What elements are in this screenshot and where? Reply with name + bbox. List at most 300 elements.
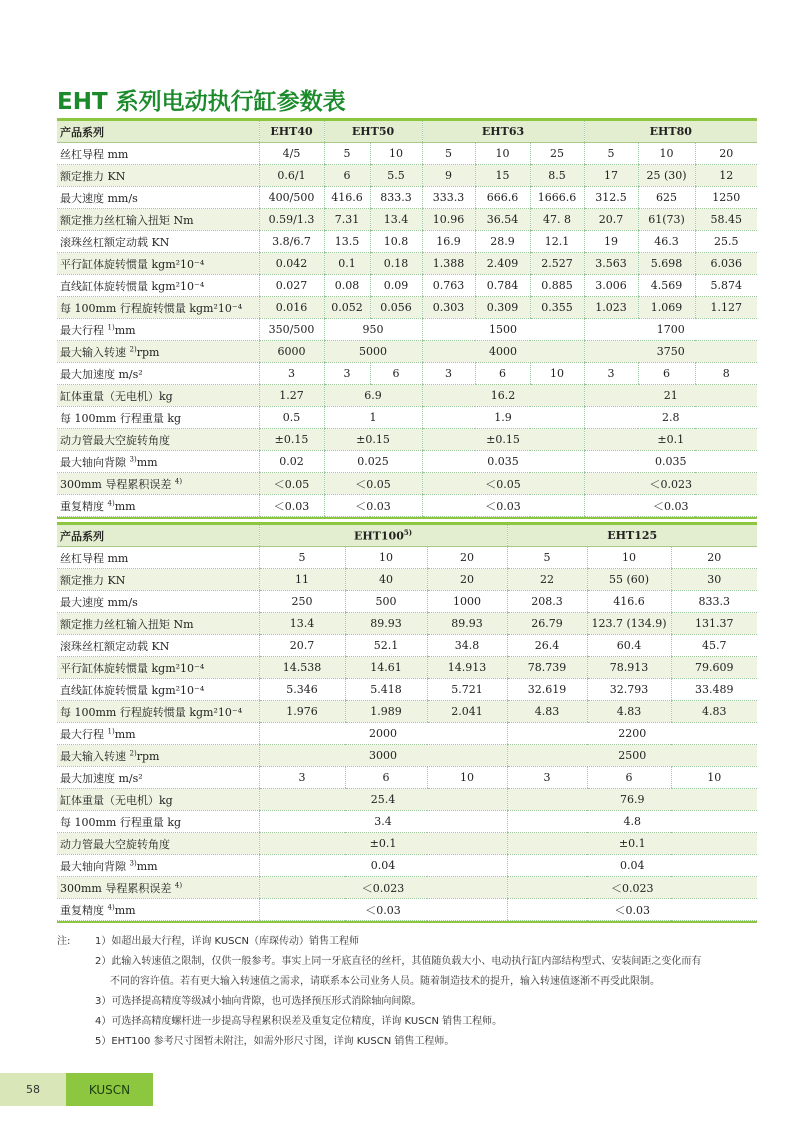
value-cell: 0.303 (422, 297, 475, 319)
row-label-text: 直线缸体旋转惯量 kgm²10⁻⁴ (60, 683, 205, 697)
value-cell: 950 (324, 319, 422, 341)
row-label (57, 635, 259, 657)
value-cell: 78.739 (507, 657, 587, 679)
row-label (57, 547, 259, 569)
row-label (57, 877, 259, 899)
row-label-text: 额定推力 KN (60, 573, 126, 587)
row-label-text: 每 100mm 行程旋转惯量 kgm²10⁻⁴ (60, 301, 243, 315)
value-cell: 0.1 (324, 253, 370, 275)
row-label-text: 300mm 导程累积误差 (60, 881, 172, 895)
value-cell: 250 (259, 591, 345, 613)
row-label (57, 363, 259, 385)
value-cell: 60.4 (587, 635, 671, 657)
value-cell: 32.619 (507, 679, 587, 701)
value-cell: 3 (422, 363, 475, 385)
row-label-text: 每 100mm 行程重量 kg (60, 411, 182, 425)
value-cell: 16.2 (422, 385, 584, 407)
value-cell: 6 (638, 363, 695, 385)
value-cell: 1.9 (422, 407, 584, 429)
value-cell: 14.913 (427, 657, 507, 679)
value-cell: 416.6 (324, 187, 370, 209)
footnote-mark: 5) (403, 528, 413, 538)
row-label (57, 591, 259, 613)
row-label (57, 209, 259, 231)
table-row (57, 231, 757, 253)
value-cell: 0.18 (370, 253, 422, 275)
value-cell: 1.976 (259, 701, 345, 723)
row-unit: mm (114, 727, 136, 741)
header-label: 产品系列 (57, 525, 259, 547)
row-label-text: 动力管最大空旋转角度 (60, 837, 170, 851)
row-label-text: 平行缸体旋转惯量 kgm²10⁻⁴ (60, 257, 205, 271)
row-label-text: 动力管最大空旋转角度 (60, 433, 170, 447)
value-cell: 4000 (422, 341, 584, 363)
value-cell: ±0.1 (259, 833, 507, 855)
row-label-text: 丝杠导程 mm (60, 147, 129, 161)
row-label (57, 745, 259, 767)
row-label-text: 直线缸体旋转惯量 kgm²10⁻⁴ (60, 279, 205, 293)
value-cell: 833.3 (370, 187, 422, 209)
value-cell: 76.9 (507, 789, 757, 811)
table-row (57, 165, 757, 187)
table-row (57, 613, 757, 635)
value-cell: 12.1 (530, 231, 584, 253)
bar-cell (57, 517, 757, 520)
value-cell: 0.309 (475, 297, 530, 319)
value-cell: 25.4 (259, 789, 507, 811)
row-label (57, 789, 259, 811)
table-row (57, 143, 757, 165)
value-cell: 12 (695, 165, 757, 187)
value-cell: 312.5 (584, 187, 638, 209)
row-label (57, 833, 259, 855)
value-cell: 0.027 (259, 275, 324, 297)
row-label-text: 300mm 导程累积误差 (60, 477, 172, 491)
value-cell: ±0.1 (584, 429, 757, 451)
value-cell: 0.056 (370, 297, 422, 319)
value-cell: 1500 (422, 319, 584, 341)
table-row (57, 451, 757, 473)
value-cell: 0.04 (507, 855, 757, 877)
table-bottom-bar (57, 517, 757, 520)
value-cell: 2000 (259, 723, 507, 745)
value-cell: 10.8 (370, 231, 422, 253)
table-row (57, 473, 757, 495)
value-cell: 22 (507, 569, 587, 591)
row-label (57, 253, 259, 275)
value-cell: 8.5 (530, 165, 584, 187)
series-header: EHT50 (324, 121, 422, 143)
row-label (57, 495, 259, 517)
value-cell: 0.04 (259, 855, 507, 877)
table-row (57, 275, 757, 297)
series-name: EHT100 (353, 529, 404, 543)
value-cell: 32.793 (587, 679, 671, 701)
row-label (57, 297, 259, 319)
value-cell: 5 (259, 547, 345, 569)
value-cell: 8 (695, 363, 757, 385)
value-cell: 1700 (584, 319, 757, 341)
value-cell: 20.7 (584, 209, 638, 231)
value-cell: 13.5 (324, 231, 370, 253)
value-cell: 333.3 (422, 187, 475, 209)
value-cell: 3 (324, 363, 370, 385)
row-unit: mm (114, 499, 136, 513)
value-cell: 5 (324, 143, 370, 165)
table-row (57, 789, 757, 811)
table-row (57, 547, 757, 569)
value-cell: 3750 (584, 341, 757, 363)
header-label: 产品系列 (57, 121, 259, 143)
value-cell: 0.6/1 (259, 165, 324, 187)
row-label-text: 重复精度 (60, 499, 104, 513)
row-label-text: 丝杠导程 mm (60, 551, 129, 565)
value-cell: 5.5 (370, 165, 422, 187)
value-cell: 14.538 (259, 657, 345, 679)
row-label (57, 143, 259, 165)
value-cell: 3.8/6.7 (259, 231, 324, 253)
row-label (57, 811, 259, 833)
row-label-text: 最大输入转速 (60, 749, 126, 763)
row-label-text: 滚珠丝杠额定动载 KN (60, 639, 170, 653)
value-cell: 1.989 (345, 701, 427, 723)
value-cell: 1.127 (695, 297, 757, 319)
value-cell: ＜0.05 (259, 473, 324, 495)
value-cell: 1.27 (259, 385, 324, 407)
value-cell: 4.8 (507, 811, 757, 833)
value-cell: 20.7 (259, 635, 345, 657)
footnote-mark: 2) (129, 748, 137, 757)
value-cell: ＜0.03 (507, 899, 757, 921)
table-row (57, 591, 757, 613)
value-cell: 20 (427, 569, 507, 591)
value-cell: 79.609 (671, 657, 757, 679)
row-label (57, 407, 259, 429)
series-header (259, 525, 507, 547)
value-cell: 4.569 (638, 275, 695, 297)
table-row (57, 679, 757, 701)
spec-table-eht40-80 (57, 118, 757, 519)
value-cell: 0.035 (422, 451, 584, 473)
value-cell: 0.025 (324, 451, 422, 473)
value-cell: 0.09 (370, 275, 422, 297)
table-row (57, 635, 757, 657)
table-bottom-bar (57, 921, 757, 924)
table-row (57, 385, 757, 407)
value-cell: 833.3 (671, 591, 757, 613)
row-unit: rpm (136, 749, 160, 763)
value-cell: 2.527 (530, 253, 584, 275)
value-cell: 5 (422, 143, 475, 165)
value-cell: 89.93 (427, 613, 507, 635)
value-cell: 123.7 (134.9) (587, 613, 671, 635)
value-cell: 25 (30) (638, 165, 695, 187)
row-label-text: 最大加速度 m/s² (60, 771, 143, 785)
row-label (57, 569, 259, 591)
value-cell: 10 (427, 767, 507, 789)
value-cell: 2200 (507, 723, 757, 745)
value-cell: 3 (259, 767, 345, 789)
value-cell: 55 (60) (587, 569, 671, 591)
value-cell: 26.79 (507, 613, 587, 635)
value-cell: 10 (587, 547, 671, 569)
value-cell: 61(73) (638, 209, 695, 231)
note-item: 1）如超出最大行程，详询 KUSCN（库琛传动）销售工程师 (95, 936, 359, 947)
footnote-mark: 1) (107, 322, 115, 331)
value-cell: 3 (259, 363, 324, 385)
value-cell: 46.3 (638, 231, 695, 253)
value-cell: 10 (475, 143, 530, 165)
value-cell: ±0.15 (324, 429, 422, 451)
value-cell: 17 (584, 165, 638, 187)
value-cell: 26.4 (507, 635, 587, 657)
value-cell: 5000 (324, 341, 422, 363)
notes-prefix: 注: (57, 936, 71, 947)
table-row (57, 657, 757, 679)
row-label-text: 最大速度 mm/s (60, 191, 138, 205)
value-cell: 15 (475, 165, 530, 187)
value-cell: 6 (587, 767, 671, 789)
value-cell: 20 (695, 143, 757, 165)
page-number: 58 (0, 1073, 66, 1106)
row-label (57, 701, 259, 723)
row-label-text: 额定推力 KN (60, 169, 126, 183)
value-cell: 3000 (259, 745, 507, 767)
row-label (57, 385, 259, 407)
value-cell: 5.418 (345, 679, 427, 701)
row-label (57, 451, 259, 473)
row-label-text: 每 100mm 行程旋转惯量 kgm²10⁻⁴ (60, 705, 243, 719)
value-cell: 10 (530, 363, 584, 385)
row-label-text: 缸体重量（无电机）kg (60, 793, 173, 807)
row-label-text: 最大轴向背隙 (60, 455, 126, 469)
value-cell: 4/5 (259, 143, 324, 165)
value-cell: 5 (507, 547, 587, 569)
value-cell: 3 (507, 767, 587, 789)
table-row (57, 855, 757, 877)
value-cell: ＜0.03 (324, 495, 422, 517)
value-cell: 10 (638, 143, 695, 165)
series-header (507, 525, 757, 547)
value-cell: 89.93 (345, 613, 427, 635)
value-cell: 208.3 (507, 591, 587, 613)
value-cell: 666.6 (475, 187, 530, 209)
row-label-text: 额定推力丝杠输入扭矩 Nm (60, 213, 194, 227)
table-header-row (57, 121, 757, 143)
value-cell: 625 (638, 187, 695, 209)
value-cell: 33.489 (671, 679, 757, 701)
table-row (57, 723, 757, 745)
value-cell: ＜0.023 (507, 877, 757, 899)
row-label (57, 899, 259, 921)
value-cell: 0.035 (584, 451, 757, 473)
value-cell: 19 (584, 231, 638, 253)
footnote-mark: 3) (129, 858, 137, 867)
value-cell: ±0.1 (507, 833, 757, 855)
value-cell: 4.83 (671, 701, 757, 723)
value-cell: ＜0.05 (422, 473, 584, 495)
table-row (57, 745, 757, 767)
row-label-text: 重复精度 (60, 903, 104, 917)
value-cell: 1.023 (584, 297, 638, 319)
value-cell: 10 (671, 767, 757, 789)
table-row (57, 877, 757, 899)
value-cell: ＜0.05 (324, 473, 422, 495)
row-label (57, 657, 259, 679)
value-cell: 34.8 (427, 635, 507, 657)
value-cell: 0.016 (259, 297, 324, 319)
value-cell: 6.036 (695, 253, 757, 275)
table-row (57, 811, 757, 833)
table-row (57, 767, 757, 789)
value-cell: 52.1 (345, 635, 427, 657)
value-cell: 6 (345, 767, 427, 789)
value-cell: 20 (427, 547, 507, 569)
table-row (57, 429, 757, 451)
value-cell: 6 (370, 363, 422, 385)
row-label-text: 最大速度 mm/s (60, 595, 138, 609)
value-cell: 2.041 (427, 701, 507, 723)
value-cell: ＜0.03 (259, 495, 324, 517)
table-row (57, 701, 757, 723)
table-row (57, 341, 757, 363)
note-item: 5）EHT100 参考尺寸图暂未附注，如需外形尺寸图，详询 KUSCN 销售工程师。 (95, 1036, 455, 1047)
value-cell: 78.913 (587, 657, 671, 679)
value-cell: 0.02 (259, 451, 324, 473)
value-cell: ＜0.023 (584, 473, 757, 495)
value-cell: 9 (422, 165, 475, 187)
table-row (57, 899, 757, 921)
value-cell: 47. 8 (530, 209, 584, 231)
value-cell: 0.355 (530, 297, 584, 319)
series-header: EHT40 (259, 121, 324, 143)
footnote-mark: 1) (107, 726, 115, 735)
series-name: EHT125 (607, 529, 658, 542)
row-label (57, 319, 259, 341)
value-cell: 3.563 (584, 253, 638, 275)
series-header: EHT80 (584, 121, 757, 143)
table-row (57, 209, 757, 231)
note-item: 3）可选择提高精度等级减小轴向背隙，也可选择预压形式消除轴向间隙。 (95, 996, 422, 1007)
footnote-mark: 4) (107, 498, 115, 507)
value-cell: 20 (671, 547, 757, 569)
value-cell: 1250 (695, 187, 757, 209)
row-label (57, 679, 259, 701)
row-label-text: 最大轴向背隙 (60, 859, 126, 873)
footnote-mark: 2) (129, 344, 137, 353)
value-cell: 25 (530, 143, 584, 165)
value-cell: 3.006 (584, 275, 638, 297)
value-cell: 0.763 (422, 275, 475, 297)
value-cell: 1.069 (638, 297, 695, 319)
row-label-text: 最大加速度 m/s² (60, 367, 143, 381)
value-cell: 10.96 (422, 209, 475, 231)
value-cell: 1.388 (422, 253, 475, 275)
table-row (57, 495, 757, 517)
row-label (57, 767, 259, 789)
page-title: EHT 系列电动执行缸参数表 (57, 89, 346, 115)
table-header-row (57, 525, 757, 547)
table-row (57, 833, 757, 855)
row-label (57, 341, 259, 363)
value-cell: 2500 (507, 745, 757, 767)
value-cell: 3 (584, 363, 638, 385)
value-cell: 3.4 (259, 811, 507, 833)
value-cell: 14.61 (345, 657, 427, 679)
value-cell: 5 (584, 143, 638, 165)
value-cell: 6.9 (324, 385, 422, 407)
brand-label: KUSCN (66, 1073, 153, 1106)
value-cell: ＜0.023 (259, 877, 507, 899)
row-label (57, 473, 259, 495)
value-cell: 4.83 (507, 701, 587, 723)
row-label (57, 613, 259, 635)
table-row (57, 363, 757, 385)
row-label-text: 最大输入转速 (60, 345, 126, 359)
value-cell: 2.8 (584, 407, 757, 429)
value-cell: 0.59/1.3 (259, 209, 324, 231)
note-item: 4）可选择高精度螺杆进一步提高导程累积误差及重复定位精度，详询 KUSCN 销售工程师。 (95, 1016, 503, 1027)
value-cell: 0.042 (259, 253, 324, 275)
value-cell: 6 (475, 363, 530, 385)
value-cell: 400/500 (259, 187, 324, 209)
row-label-text: 额定推力丝杠输入扭矩 Nm (60, 617, 194, 631)
value-cell: 25.5 (695, 231, 757, 253)
value-cell: ±0.15 (259, 429, 324, 451)
table-row (57, 319, 757, 341)
value-cell: 16.9 (422, 231, 475, 253)
table-row (57, 407, 757, 429)
value-cell: ＜0.03 (422, 495, 584, 517)
footnote-mark: 4) (107, 902, 115, 911)
value-cell: 0.5 (259, 407, 324, 429)
row-unit: mm (136, 859, 158, 873)
value-cell: 5.698 (638, 253, 695, 275)
value-cell: 500 (345, 591, 427, 613)
row-unit: rpm (136, 345, 160, 359)
row-label-text: 滚珠丝杠额定动载 KN (60, 235, 170, 249)
value-cell: 5.346 (259, 679, 345, 701)
table-row (57, 253, 757, 275)
row-label (57, 723, 259, 745)
value-cell: 1666.6 (530, 187, 584, 209)
value-cell: 45.7 (671, 635, 757, 657)
row-label (57, 165, 259, 187)
note-item: 2）此输入转速值之限制，仅供一般参考。事实上同一牙底直径的丝杆，其值随负载大小、电动执行缸内部结构型式、安装间距之变化而有 (95, 956, 702, 967)
value-cell: 28.9 (475, 231, 530, 253)
value-cell: 58.45 (695, 209, 757, 231)
value-cell: 2.409 (475, 253, 530, 275)
footnote-mark: 3) (129, 454, 137, 463)
row-label-text: 平行缸体旋转惯量 kgm²10⁻⁴ (60, 661, 205, 675)
value-cell: 40 (345, 569, 427, 591)
value-cell: 0.885 (530, 275, 584, 297)
value-cell: 350/500 (259, 319, 324, 341)
value-cell: ＜0.03 (584, 495, 757, 517)
note-item: 不同的容许值。若有更大输入转速值之需求，请联系本公司业务人员。随着制造技术的提升，输入转速值逐渐不再受此限制。 (110, 976, 660, 987)
footnote-mark: 4) (174, 880, 183, 889)
row-label (57, 187, 259, 209)
value-cell: 5.721 (427, 679, 507, 701)
value-cell: 6 (324, 165, 370, 187)
row-label-text: 最大行程 (60, 727, 104, 741)
row-label (57, 275, 259, 297)
table-row (57, 297, 757, 319)
value-cell: 0.784 (475, 275, 530, 297)
value-cell: 416.6 (587, 591, 671, 613)
row-label (57, 429, 259, 451)
spec-table-eht100-125 (57, 522, 757, 923)
